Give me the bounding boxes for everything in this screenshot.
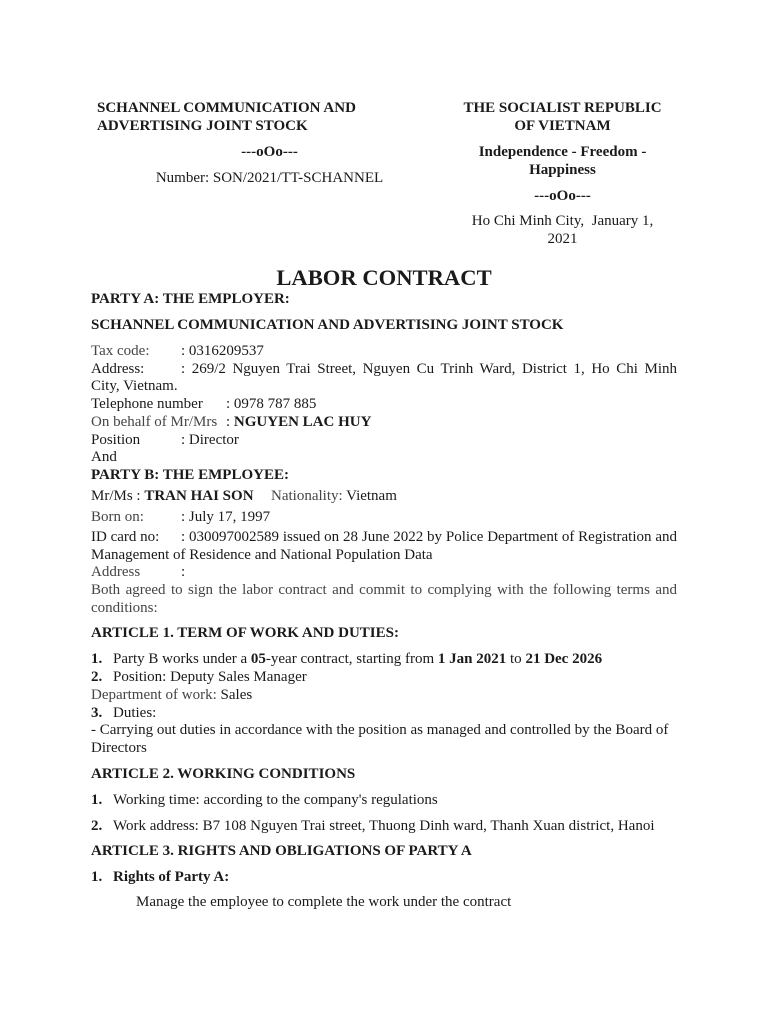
list-number: 1. [91,792,103,808]
position-row [91,432,677,450]
work-address-text: Work address: B7 108 Nguyen Trai street, Thuong Dinh ward, Thanh Xuan district, Hanoi [113,818,655,834]
employee-address-row [91,564,677,582]
employee-name-label: Mr/Ms : [91,488,145,504]
contract-term-text [113,651,677,669]
job-position-item [91,669,677,687]
employer-address-value-line: City, Vietnam. [91,378,178,394]
position-value: : Director [181,432,239,448]
employee-address-value: : [181,564,186,580]
place-date-line: 2021 [547,231,578,247]
list-number: 1. [91,651,103,667]
document-title: LABOR CONTRACT [276,265,492,290]
nationality [271,488,677,506]
list-number: 3. [91,705,103,721]
employer-company-name: SCHANNEL COMMUNICATION AND ADVERTISING JOINT STOCK [91,317,564,333]
nation-name-line: THE SOCIALIST REPUBLIC [463,100,662,116]
representative-label: On behalf of Mr/Mrs [91,414,218,430]
department-label: Department of work: [91,687,217,703]
conjunction: And [91,449,117,465]
list-item [91,818,677,836]
rights-title: Rights of Party A: [113,869,230,885]
representative-name: NGUYEN LAC HUY [233,414,372,430]
list-number: 2. [91,669,103,685]
representative-row [91,414,677,432]
duties-line: - Carrying out duties in accordance with the position as managed and controlled by the Board of [91,722,669,738]
rights-item [91,869,677,887]
id-card-label: ID card no: [91,529,160,545]
contract-date-connector: to [506,651,526,667]
id-card-value-line: Management of Residence and National Population Data [91,547,433,563]
birth-date-label: Born on: [91,509,144,525]
representative-separator: : [226,414,234,430]
employee-address-label: Address [91,564,141,580]
contract-end-date: 21 Dec 2026 [525,651,603,667]
tax-code-row [91,343,677,361]
duties-line: Directors [91,740,147,756]
party-b-heading: PARTY B: THE EMPLOYEE: [91,467,289,483]
list-item [91,792,677,810]
nationality-label: Nationality: [271,488,343,504]
company-name-line: ADVERTISING JOINT STOCK [97,118,308,134]
id-card-row [91,529,677,547]
article-2-heading: ARTICLE 2. WORKING CONDITIONS [91,766,356,782]
birth-date-value: : July 17, 1997 [181,509,271,525]
article-3-heading: ARTICLE 3. RIGHTS AND OBLIGATIONS OF PARTY A [91,843,472,859]
duties-item [91,705,677,723]
employee-name [91,488,271,506]
contract-duration: 05 [250,651,266,667]
birth-date-row [91,509,677,527]
employee-name-value: TRAN HAI SON [144,488,254,504]
employer-address-row [91,361,677,379]
contract-start-date: 1 Jan 2021 [437,651,507,667]
telephone-row [91,396,677,414]
nation-name-line: OF VIETNAM [514,118,611,134]
employee-name-row [91,488,677,506]
employer-address-label: Address: [91,361,145,377]
list-number: 2. [91,818,103,834]
list-number: 1. [91,869,103,885]
nation-separator: ---oOo--- [534,188,591,204]
telephone-label: Telephone number [91,396,203,412]
document-number: Number: SON/2021/TT-SCHANNEL [155,170,384,186]
party-a-heading: PARTY A: THE EMPLOYER: [91,291,290,307]
contract-term-middle: -year contract, starting from [265,651,438,667]
working-time-text: Working time: according to the company's regulations [113,792,438,808]
motto-line: Independence - Freedom - [478,144,647,160]
company-name-line: SCHANNEL COMMUNICATION AND [97,100,356,116]
agreement-line: conditions: [91,600,158,616]
tax-code-label: Tax code: [91,343,150,359]
department-value: Sales [216,687,253,703]
telephone-value: : 0978 787 885 [226,396,317,412]
employer-address-value-line: : 269/2 Nguyen Trai Street, Nguyen Cu Trinh Ward, District 1, Ho Chi Minh [181,361,677,377]
position-label: Position [91,432,141,448]
duties-title: Duties: [113,705,157,721]
id-card-value-line: : 030097002589 issued on 28 June 2022 by Police Department of Registration and [181,529,677,545]
representative-value [226,414,677,432]
tax-code-value: : 0316209537 [181,343,264,359]
article-1-heading: ARTICLE 1. TERM OF WORK AND DUTIES: [91,625,399,641]
agreement-line: Both agreed to sign the labor contract and commit to complying with the following terms and [91,582,677,598]
contract-term-item [91,651,677,669]
contract-term-intro: Party B works under a [113,651,251,667]
department-row [91,687,677,705]
company-separator: ---oOo--- [241,144,298,160]
job-position-text: Position: Deputy Sales Manager [113,669,307,685]
rights-line: Manage the employee to complete the work under the contract [136,894,512,910]
motto-line: Happiness [529,162,596,178]
place-date-line: Ho Chi Minh City, January 1, [471,213,654,229]
nationality-value: Vietnam [342,488,397,504]
